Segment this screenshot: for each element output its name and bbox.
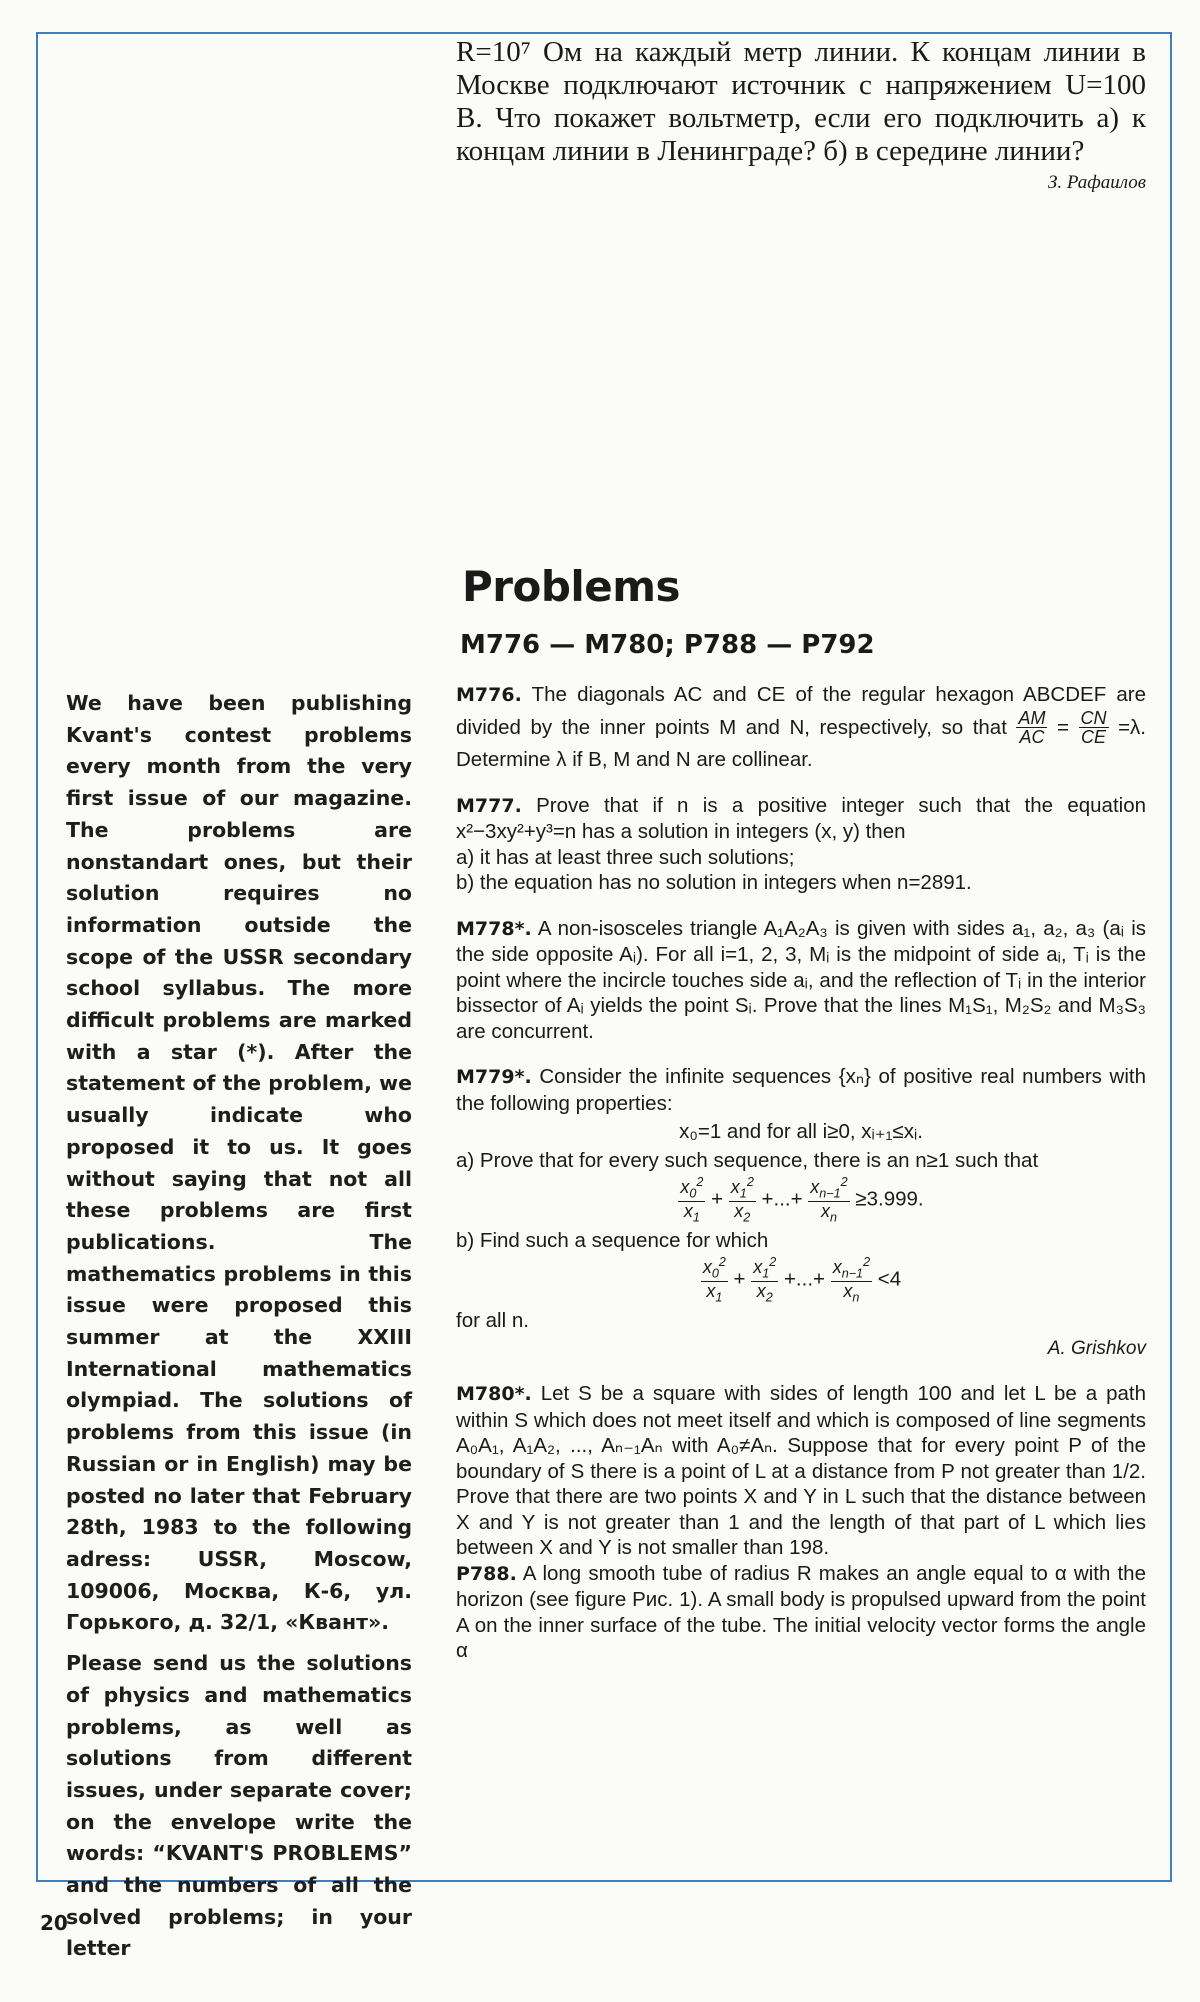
- problem-for-all: for all n.: [456, 1309, 529, 1333]
- problem-label: M779*.: [456, 1066, 532, 1089]
- fraction-term: $\frac{x_1^2}{x_2}$: [753, 1255, 777, 1305]
- inequality-b: $\frac{x_0^2}{x_1}$ + $\frac{x_1^2}{x_2}$ +...+ $\frac{x_{n-1}^2}{x_n}$ <4: [702, 1255, 902, 1305]
- problem-label: M777.: [456, 794, 522, 817]
- inequality-rhs: <4: [877, 1268, 902, 1292]
- problem-part-b: b) Find such a sequence for which: [456, 1228, 769, 1252]
- fraction-cn-ce: [1079, 709, 1109, 748]
- problem-text: A long smooth tube of radius R makes an angle equal to α with the horizon (see figure Рис. 1). A small body is propulsed upward from the point A on the inner surface of the tube. The initial velocity vector forms the angle α: [456, 1561, 1146, 1663]
- problem-text: Let S be a square with sides of length 100 and let L be a path within S which does not meet itself and which is composed of line segments A₀A₁, A₁A₂, ..., Aₙ₋₁Aₙ with A₀≠Aₙ. Suppose that for every point P of the boundary of S there is a point of L at a distance from P not greater than 1/2. Prove that there are two points X and Y in L such that the distance between X and Y is not greater than 1 and the length of that part of L which lies between X and Y is not smaller than 198.: [456, 1382, 1146, 1560]
- fraction-term: $\frac{x_1^2}{x_2}$: [730, 1175, 754, 1225]
- problem-part-a: a) Prove that for every such sequence, there is an n≥1 such that: [456, 1148, 1039, 1172]
- problem-label: P788.: [456, 1562, 517, 1585]
- problem-text: The diagonals AC and CE of the regular hexagon ABCDEF are divided by the inner points M and N, respectively, so that: [456, 683, 1146, 739]
- problem-p788: [456, 1561, 1146, 1664]
- problem-m776: M776. The diagonals AC and CE of the regular hexagon ABCDEF are divided by the inner points M and N, respectively, so that $\frac{AM}{AC}$ = $\frac{CN}{CE}$ =λ. Determine λ if B, M and N are collinear.: [456, 683, 1146, 772]
- sidebar-note: [66, 688, 412, 1974]
- fraction-denominator: AC: [1019, 727, 1045, 748]
- problem-text: Prove that if n is a positive integer such that the equation x²−3xy²+y³=n has a solution in integers (x, y) then: [456, 793, 1147, 844]
- sidebar-paragraph-1: We have been publishing Kvant's contest problems every month from the very first issue of our magazine. The problems are nonstandart ones, but their solution requires no information outside the scope of the USSR secondary school syllabus. The more difficult problems are marked with a star (*). After the statement of the problem, we usually indicate who proposed it to us. It goes without saying that not all these problems are first publications. The mathematics problems in this issue were proposed this summer at the XXIII International mathematics olympiad. The solutions of problems from this issue (in Russian or in English) may be posted no later that February 28th, 1983 to the following adress: USSR, Moscow, 109006, Москва, К-6, ул. Горького, д. 32/1, «Квант».: [66, 691, 412, 1635]
- problems-list: [456, 682, 1146, 1684]
- fraction-numerator: CN: [1080, 707, 1107, 728]
- problem-label: M780*.: [456, 1383, 532, 1406]
- problem-m778: [456, 916, 1146, 1045]
- fraction-term: $\frac{x_{n-1}^2}{x_n}$: [832, 1255, 871, 1305]
- problem-m780: [456, 1381, 1146, 1561]
- problem-m779: [456, 1064, 1146, 1361]
- problem-text: =λ. Determine λ if B, M and N are collinear.: [456, 715, 1146, 772]
- fraction-term: $\frac{x_{n-1}^2}{x_n}$: [810, 1175, 848, 1225]
- problem-item-a: a) it has at least three such solutions;: [456, 845, 795, 869]
- problem-text: A non-isosceles triangle A₁A₂A₃ is given with sides a₁, a₂, a₃ (aᵢ is the side opposite Aᵢ). For all i=1, 2, 3, Mᵢ is the midpoint of side aᵢ, Tᵢ is the point where the incircle touches side aᵢ, and the reflection of Tᵢ in the interior bissector of Aᵢ yields the point Sᵢ. Prove that the lines M₁S₁, M₂S₂ and M₃S₃ are concurrent.: [456, 916, 1146, 1043]
- problem-text: Consider the infinite sequences {xₙ} of positive real numbers with the following properties:: [456, 1065, 1146, 1115]
- inequality-rhs: ≥3.999.: [855, 1188, 924, 1212]
- section-title: Problems: [462, 562, 681, 611]
- fraction-term: $\frac{x_0^2}{x_1}$: [680, 1175, 704, 1225]
- russian-problem-text: R=10⁷ Ом на каждый метр линии. К концам линии в Москве подключают источник с напряжением U=100 В. Что покажет вольтметр, если его подключить а) к концам линии в Ленинграде? б) в середине линии?: [456, 36, 1146, 167]
- sidebar-paragraph-2: Please send us the solutions of physics and mathematics problems, as well as solutions from different issues, under separate cover; on the envelope write the words: “KVANT'S PROBLEMS” and the numbers of all the solved problems; in your letter: [66, 1651, 412, 1961]
- russian-problem-author: З. Рафаилов: [1047, 172, 1146, 193]
- problem-author: A. Grishkov: [1047, 1337, 1146, 1359]
- fraction-term: $\frac{x_0^2}{x_1}$: [702, 1255, 726, 1305]
- fraction-am-ac: [1016, 709, 1047, 748]
- section-subtitle: M776 — M780; P788 — P792: [460, 630, 875, 660]
- problem-m777: [456, 793, 1146, 896]
- inequality-a: $\frac{x_0^2}{x_1}$ + $\frac{x_1^2}{x_2}$ +...+ $\frac{x_{n-1}^2}{x_n}$ ≥3.999.: [680, 1175, 924, 1225]
- fraction-denominator: CE: [1081, 727, 1107, 748]
- problem-item-b: b) the equation has no solution in integers when n=2891.: [456, 871, 972, 895]
- problem-condition: x₀=1 and for all i≥0, xᵢ₊₁≤xᵢ.: [679, 1120, 923, 1144]
- russian-problem-block: [456, 36, 1146, 194]
- problem-label: M776.: [456, 684, 522, 706]
- page-number: 20: [40, 1911, 68, 1935]
- problem-label: M778*.: [456, 917, 532, 940]
- fraction-numerator: AM: [1018, 707, 1046, 728]
